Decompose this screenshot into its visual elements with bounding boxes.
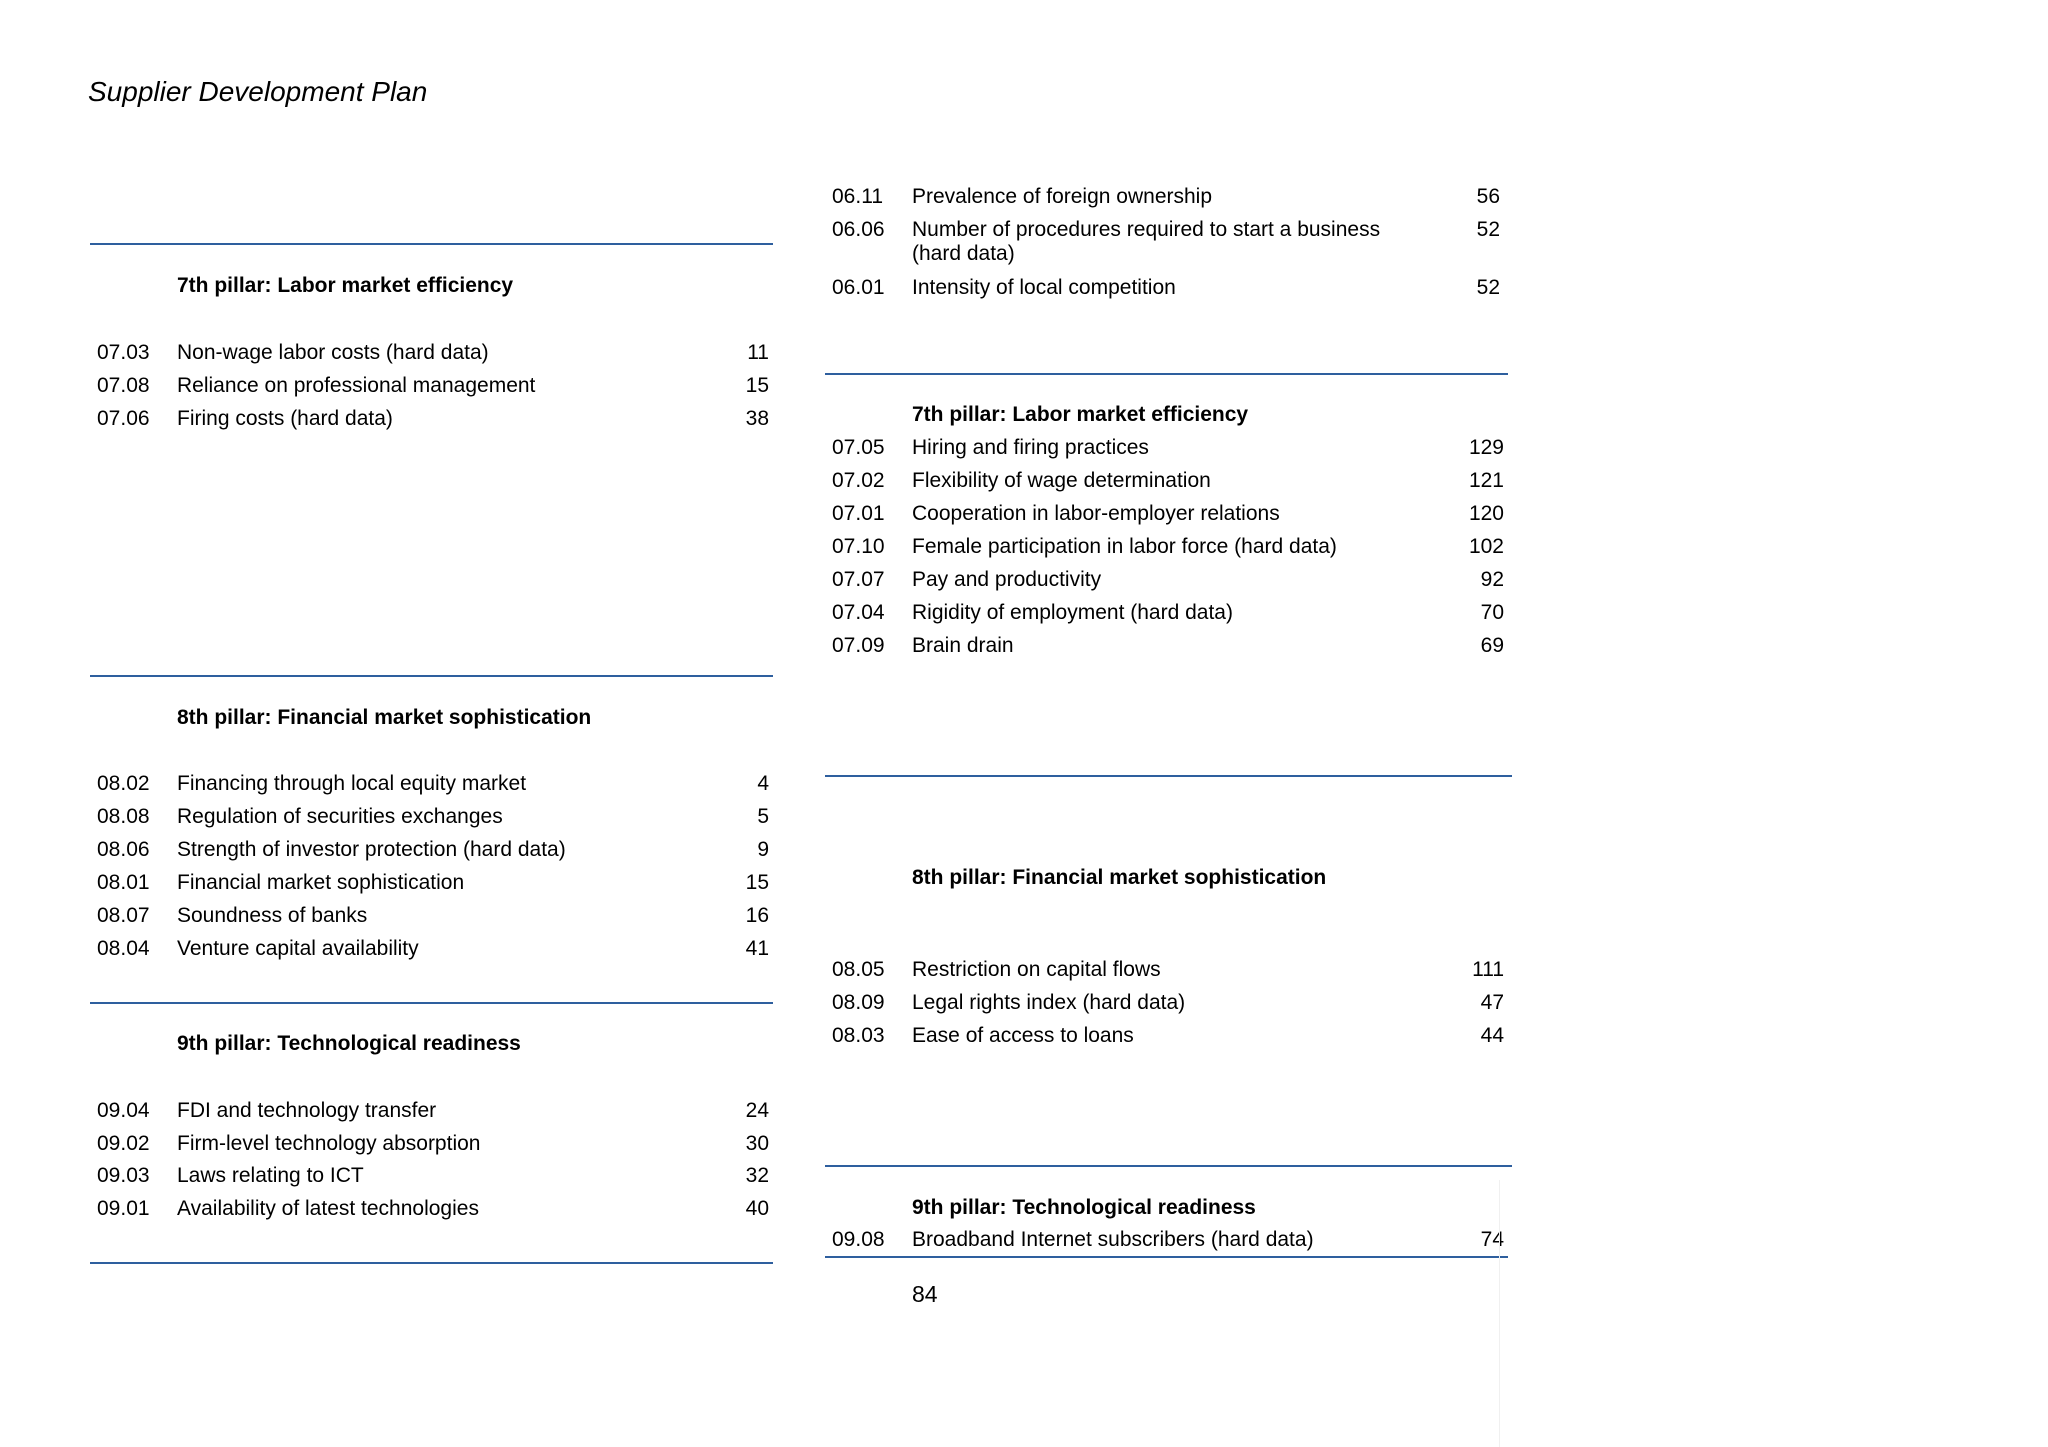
indicator-rank: 102 — [1468, 535, 1504, 558]
section-divider — [90, 1262, 773, 1264]
indicator-code: 07.03 — [97, 341, 150, 364]
indicator-code: 07.08 — [97, 374, 150, 397]
indicator-rank: 32 — [745, 1164, 769, 1187]
indicator-code: 08.01 — [97, 871, 150, 894]
indicator-rank: 52 — [1476, 218, 1500, 241]
indicator-rank: 47 — [1480, 991, 1504, 1014]
indicator-rank: 52 — [1476, 276, 1500, 299]
indicator-label: Venture capital availability — [177, 937, 419, 960]
section-heading: 7th pillar: Labor market efficiency — [912, 403, 1249, 426]
indicator-label: Non-wage labor costs (hard data) — [177, 341, 489, 364]
indicator-label: Financing through local equity market — [177, 772, 527, 795]
indicator-label: Cooperation in labor-employer relations — [912, 502, 1280, 525]
indicator-label: Restriction on capital flows — [912, 958, 1161, 981]
indicator-code: 06.06 — [832, 218, 885, 241]
indicator-code: 06.11 — [832, 185, 883, 208]
indicator-label: Flexibility of wage determination — [912, 469, 1211, 492]
indicator-label: Financial market sophistication — [177, 871, 465, 894]
indicator-label: Laws relating to ICT — [177, 1164, 364, 1187]
indicator-code: 07.02 — [832, 469, 885, 492]
indicator-label: Prevalence of foreign ownership — [912, 185, 1213, 208]
indicator-rank: 92 — [1480, 568, 1504, 591]
indicator-rank: 4 — [757, 772, 769, 795]
section-heading: 8th pillar: Financial market sophistication — [177, 706, 592, 729]
indicator-code: 07.07 — [832, 568, 885, 591]
indicator-label: Availability of latest technologies — [177, 1197, 479, 1220]
indicator-code: 07.10 — [832, 535, 885, 558]
section-divider — [90, 1002, 773, 1004]
indicator-rank: 121 — [1468, 469, 1504, 492]
indicator-label: Strength of investor protection (hard data) — [177, 838, 566, 861]
indicator-code: 08.05 — [832, 958, 885, 981]
indicator-rank: 5 — [757, 805, 769, 828]
indicator-rank: 15 — [745, 374, 769, 397]
indicator-label: Rigidity of employment (hard data) — [912, 601, 1233, 624]
section-divider — [825, 775, 1512, 777]
indicator-label: Broadband Internet subscribers (hard data) — [912, 1228, 1314, 1251]
indicator-rank: 11 — [747, 341, 769, 364]
indicator-label: Pay and productivity — [912, 568, 1102, 591]
indicator-code: 08.03 — [832, 1024, 885, 1047]
indicator-code: 08.09 — [832, 991, 885, 1014]
indicator-code: 09.03 — [97, 1164, 150, 1187]
indicator-code: 08.02 — [97, 772, 150, 795]
indicator-label: Regulation of securities exchanges — [177, 805, 503, 828]
indicator-label: Reliance on professional management — [177, 374, 536, 397]
indicator-code: 07.04 — [832, 601, 885, 624]
page-number: 84 — [912, 1281, 938, 1307]
indicator-code: 06.01 — [832, 276, 885, 299]
indicator-label: Hiring and firing practices — [912, 436, 1149, 459]
indicator-label: Number of procedures required to start a business (hard data) — [912, 218, 1381, 265]
indicator-label: Brain drain — [912, 634, 1014, 657]
section-heading: 8th pillar: Financial market sophistication — [912, 866, 1327, 889]
page-edge-divider — [1499, 1180, 1500, 1447]
indicator-code: 08.07 — [97, 904, 150, 927]
indicator-rank: 38 — [745, 407, 769, 430]
section-divider — [90, 243, 773, 245]
indicator-rank: 69 — [1480, 634, 1504, 657]
indicator-rank: 9 — [757, 838, 769, 861]
indicator-rank: 44 — [1480, 1024, 1504, 1047]
indicator-label: Legal rights index (hard data) — [912, 991, 1186, 1014]
indicator-rank: 16 — [745, 904, 769, 927]
indicator-code: 07.09 — [832, 634, 885, 657]
indicator-code: 09.04 — [97, 1099, 150, 1122]
section-heading: 9th pillar: Technological readiness — [912, 1196, 1256, 1219]
indicator-label: FDI and technology transfer — [177, 1099, 437, 1122]
indicator-rank: 15 — [745, 871, 769, 894]
indicator-code: 08.08 — [97, 805, 150, 828]
indicator-code: 08.04 — [97, 937, 150, 960]
section-heading: 9th pillar: Technological readiness — [177, 1032, 521, 1055]
indicator-label: Ease of access to loans — [912, 1024, 1134, 1047]
indicator-code: 09.02 — [97, 1132, 150, 1155]
indicator-label: Female participation in labor force (hard data) — [912, 535, 1337, 558]
indicator-code: 07.06 — [97, 407, 150, 430]
page-title: Supplier Development Plan — [88, 76, 428, 107]
indicator-rank: 41 — [745, 937, 769, 960]
indicator-code: 09.01 — [97, 1197, 150, 1220]
indicator-rank: 24 — [745, 1099, 769, 1122]
indicator-label: Firing costs (hard data) — [177, 407, 393, 430]
indicator-rank: 129 — [1468, 436, 1504, 459]
indicator-rank: 30 — [745, 1132, 769, 1155]
section-divider — [825, 373, 1508, 375]
indicator-rank: 40 — [745, 1197, 769, 1220]
indicator-code: 07.01 — [832, 502, 885, 525]
indicator-code: 08.06 — [97, 838, 150, 861]
indicator-rank: 56 — [1476, 185, 1500, 208]
indicator-rank: 120 — [1468, 502, 1504, 525]
section-divider — [825, 1165, 1512, 1167]
indicator-label: Soundness of banks — [177, 904, 368, 927]
indicator-rank: 70 — [1480, 601, 1504, 624]
section-divider — [90, 675, 773, 677]
indicator-code: 09.08 — [832, 1228, 885, 1251]
section-heading: 7th pillar: Labor market efficiency — [177, 274, 514, 297]
indicator-label: Firm-level technology absorption — [177, 1132, 481, 1155]
section-divider — [825, 1256, 1508, 1258]
indicator-rank: 111 — [1472, 958, 1504, 981]
indicator-rank: 74 — [1480, 1228, 1504, 1251]
indicator-code: 07.05 — [832, 436, 885, 459]
indicator-label: Intensity of local competition — [912, 276, 1176, 299]
